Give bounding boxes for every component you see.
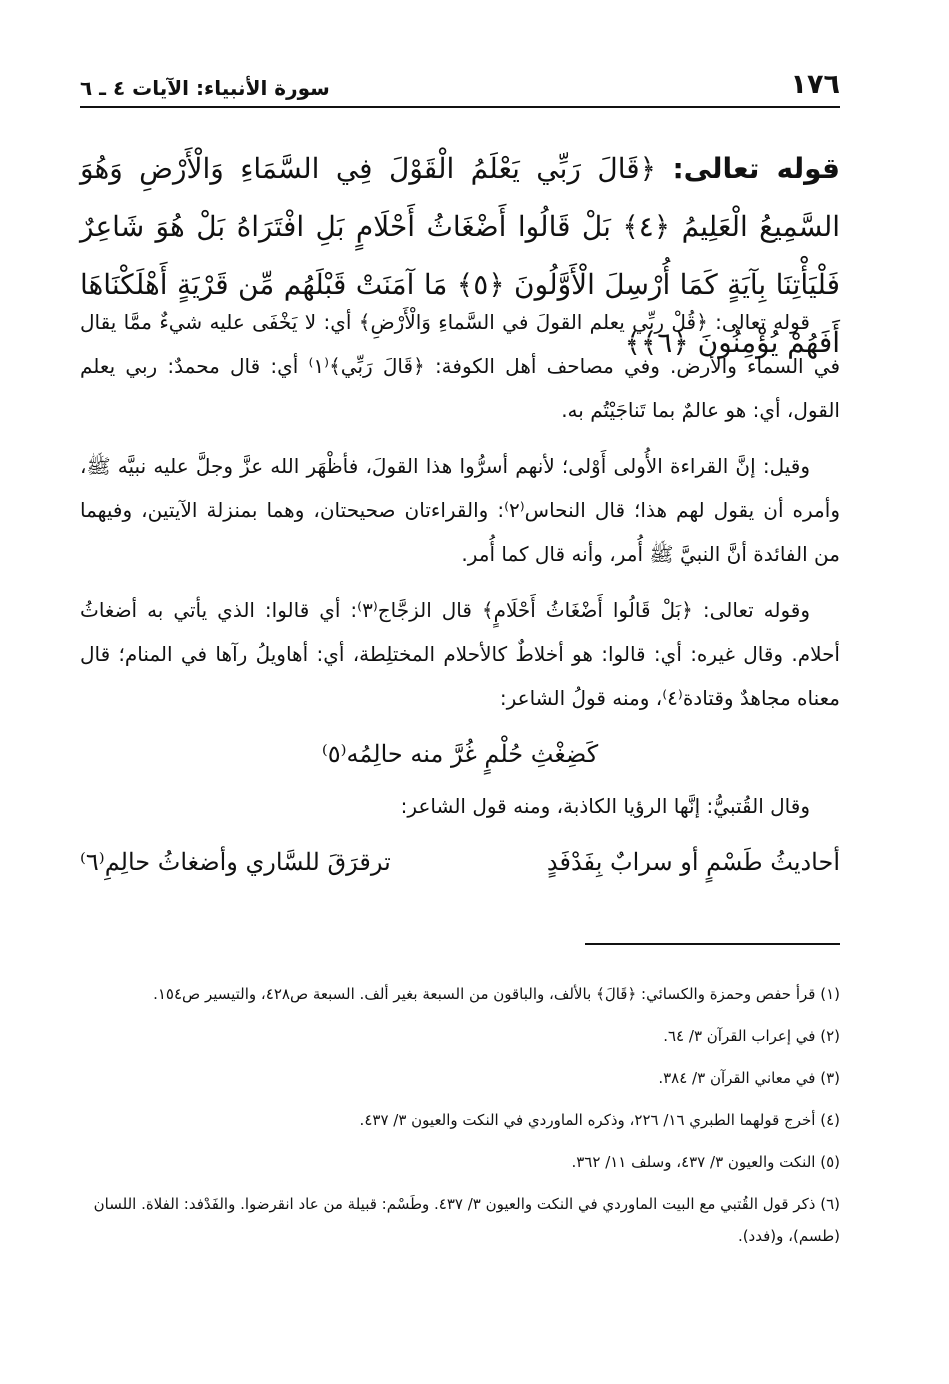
poem-hemistich-left: ترقرَقَ للسَّاري وأضغاثُ حالِمِ⁽٦⁾ xyxy=(80,848,391,876)
page-number: ١٧٦ xyxy=(790,69,840,100)
footnote-divider xyxy=(585,943,840,945)
paragraph: وقال القُتبيُّ: إنَّها الرؤيا الكاذبة، ومنه قول الشاعر: xyxy=(400,794,810,818)
poem-hemistich-right: أحاديثُ طَسْمٍ أو سرابٌ بِفَدْفَدٍ xyxy=(546,848,840,876)
paragraph: قوله تعالى: ﴿قُلْ ربِّي يعلم القولَ في السَّماءِ وَالْأَرْضِ﴾ أي: لا يَخْفَى عليه شيءٌ ممَّا يقال في السماء والأرض. وفي مصاحف أهل الكوفة: ﴿قَالَ رَبِّي﴾⁽١⁾ أي: قال محمدٌ: ربي يعلم القول، أي: هو عالمٌ بما تَناجَيْتُم به. xyxy=(80,310,841,422)
footnote: (٥) النكت والعيون ٣/ ٤٣٧، وسلف ١١/ ٣٦٢. xyxy=(571,1153,840,1171)
footnote: (٦) ذكر قول القُتبي مع البيت الماوردي في النكت والعيون ٣/ ٤٣٧. وطَسْم: قبيلة من عاد انقرضوا. والفَدْفد: الفلاة. اللسان (طسم)، و(فدد). xyxy=(93,1195,840,1245)
verse-intro: قوله تعالى: xyxy=(672,152,840,185)
verse-text: ﴿قَالَ رَبِّي يَعْلَمُ الْقَوْلَ فِي السَّمَاءِ وَالْأَرْضِ وَهُوَ السَّمِيعُ الْعَلِيمُ ﴿٤﴾ بَلْ قَالُوا أَضْغَاثُ أَحْلَامٍ بَلِ افْتَرَاهُ بَلْ هُوَ شَاعِرٌ فَلْيَأْتِنَا بِآيَةٍ كَمَا أُرْسِلَ الْأَوَّلُونَ ﴿٥﴾ مَا آمَنَتْ قَبْلَهُم مِّن قَرْيَةٍ أَهْلَكْنَاهَا أَفَهُمْ يُؤْمِنُونَ ﴿٦﴾﴾ xyxy=(80,152,840,359)
poem-line: كَضِغْثِ حُلْمٍ غُرَّ منه حالِمُه⁽٥⁾ xyxy=(321,740,599,768)
footnotes xyxy=(80,978,840,1262)
poem-verse xyxy=(80,840,840,884)
footnote: (١) قرأ حفص وحمزة والكسائي: ﴿قَالَ﴾ بالألف، والباقون من السبعة بغير ألف. السبعة ص٤٢٨، والتيسير ص١٥٤. xyxy=(153,985,840,1003)
footnote: (٣) في معاني القرآن ٣/ ٣٨٤. xyxy=(658,1069,840,1087)
paragraph: وقيل: إنَّ القراءة الأُولى أَوْلى؛ لأنهم أسرُّوا هذا القولَ، فأظْهَر الله عزَّ وجلَّ عليه نبيَّه ﷺ، وأمره أن يقول لهم هذا؛ قال النحاس⁽٢⁾: والقراءتان صحيحتان، وهما بمنزلة الآيتين، وفيهما من الفائدة أنَّ النبيَّ ﷺ أُمر، وأنه قال كما أُمر. xyxy=(80,454,840,566)
page-header xyxy=(80,60,840,108)
paragraph: وقوله تعالى: ﴿بَلْ قَالُوا أَضْغَاثُ أَحْلَامٍ﴾ قال الزجَّاج⁽٣⁾: أي قالوا: الذي يأتي به أضغاثُ أحلام. وقال غيره: أي: قالوا: هو أخلاطٌ كالأحلام المختلِطة، أي: أهاويلُ رآها في المنام؛ قال معناه مجاهدٌ وقتادة⁽٤⁾، ومنه قولُ الشاعر: xyxy=(80,598,840,710)
running-title: سورة الأنبياء: الآيات ٤ ـ ٦ xyxy=(80,76,330,100)
footnote: (٢) في إعراب القرآن ٣/ ٦٤. xyxy=(663,1027,840,1045)
footnote: (٤) أخرج قولهما الطبري ١٦/ ٢٢٦، وذكره الماوردي في النكت والعيون ٣/ ٤٣٧. xyxy=(359,1111,840,1129)
commentary-body xyxy=(80,300,840,884)
